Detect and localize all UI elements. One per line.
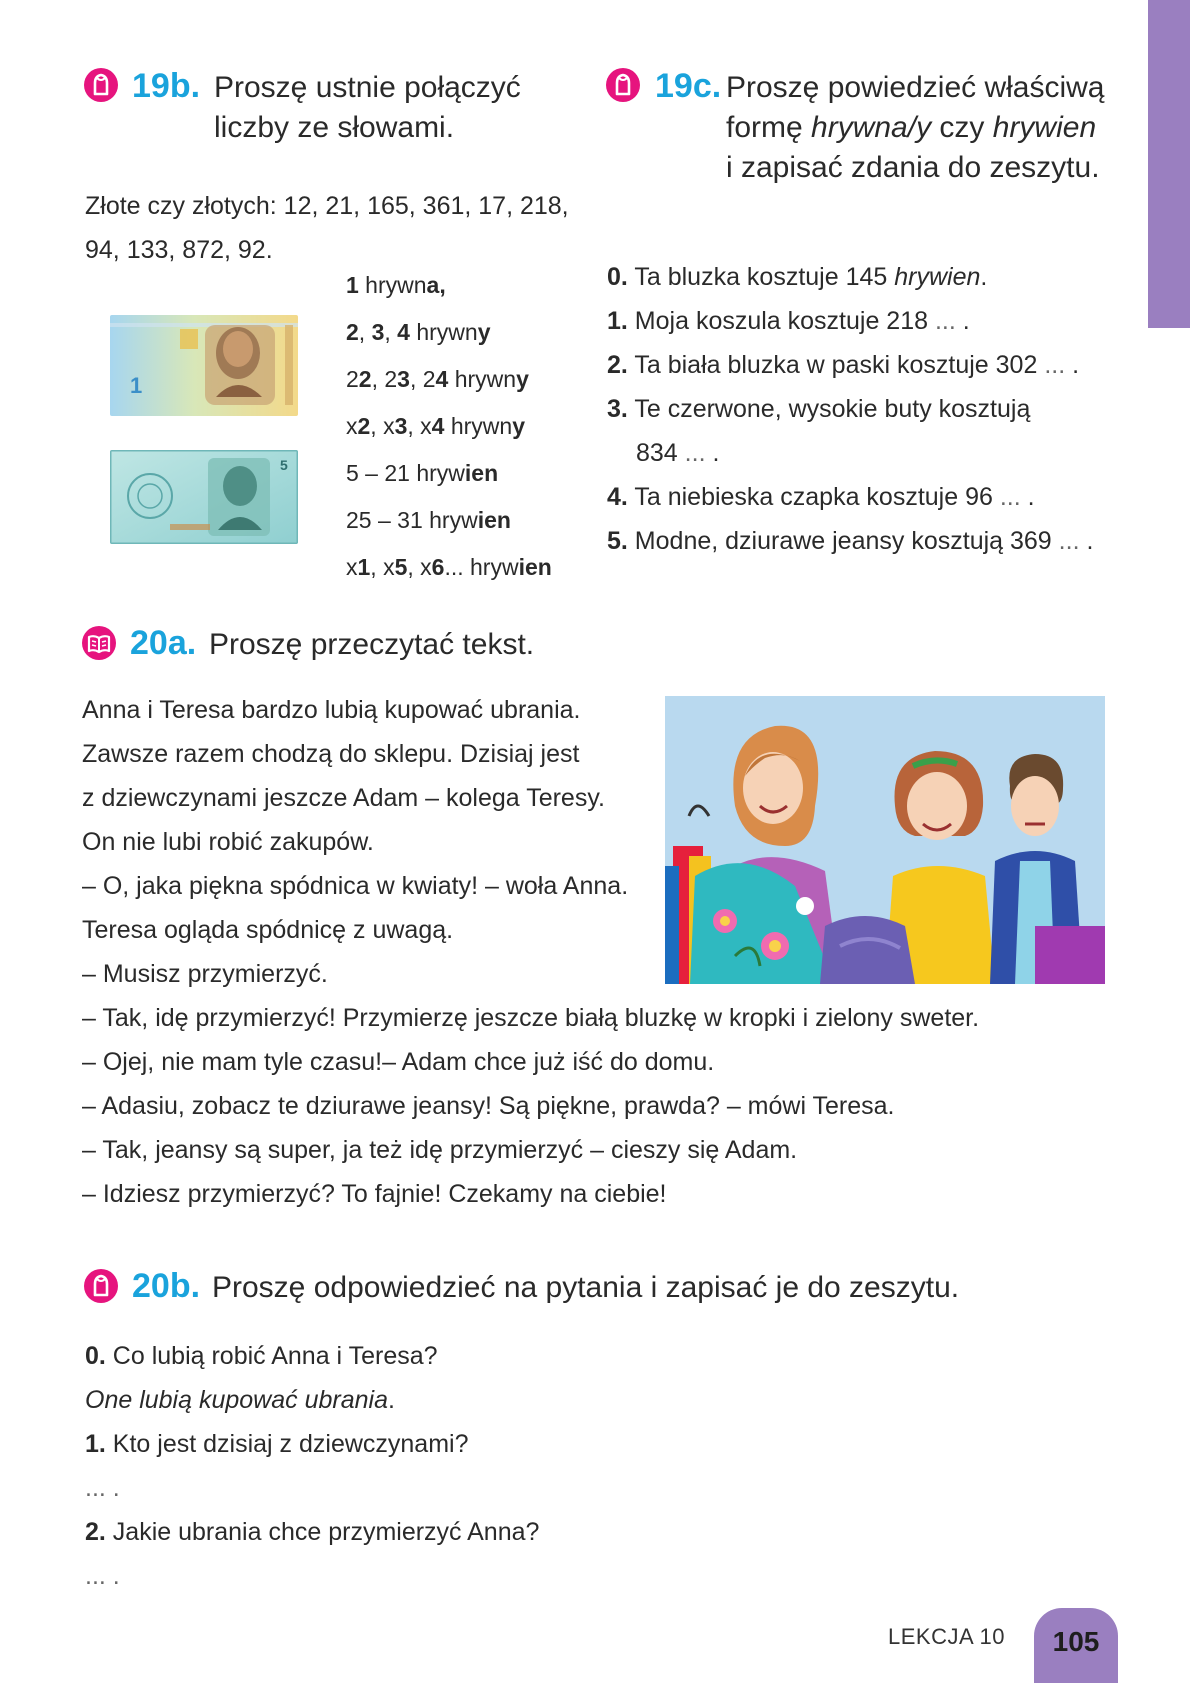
instruction-fragment: formę bbox=[726, 111, 812, 144]
answer-tail: . bbox=[387, 1386, 395, 1414]
rule-fragment: 25 – 31 hryw bbox=[346, 507, 478, 533]
sentence-tail: . bbox=[1065, 351, 1080, 379]
rule-fragment: a, bbox=[426, 272, 446, 298]
sentence-number: 3. bbox=[607, 395, 628, 423]
rule-fragment: 3 bbox=[371, 319, 385, 345]
rule-line bbox=[346, 356, 552, 403]
rule-fragment: hrywn bbox=[358, 272, 427, 298]
exercise-instruction: Proszę przeczytać tekst. bbox=[209, 628, 535, 661]
sentence-blank: ... bbox=[934, 307, 956, 335]
exercise-instruction: Proszę odpowiedzieć na pytania i zapisać je do zeszytu. bbox=[212, 1271, 960, 1304]
rule-fragment: 5 – 21 hryw bbox=[346, 460, 465, 486]
rule-fragment: x bbox=[346, 554, 358, 580]
rule-fragment: , bbox=[384, 319, 398, 345]
rule-fragment: 2 bbox=[358, 366, 372, 392]
text-line: z dziewczynami jeszcze Adam – kolega Teresy. bbox=[82, 784, 605, 812]
read-book-icon bbox=[82, 626, 116, 660]
sentence-text: Ta biała bluzka w paski kosztuje 302 bbox=[627, 351, 1045, 379]
sentence-number: 2. bbox=[607, 351, 628, 379]
answer-2: ... . bbox=[85, 1562, 120, 1590]
rule-fragment: , x bbox=[407, 413, 432, 439]
sentence-item bbox=[607, 299, 1093, 343]
banknote-value: 5 bbox=[280, 457, 288, 473]
speak-icon bbox=[84, 68, 118, 102]
page-number: 105 bbox=[1034, 1608, 1118, 1683]
rule-fragment: hrywn bbox=[409, 319, 478, 345]
sentence-number: 1. bbox=[607, 307, 628, 335]
sentence-blank: ... bbox=[684, 439, 706, 467]
sentence-blank: ... bbox=[999, 483, 1021, 511]
sentence-text: Moja koszula kosztuje 218 bbox=[627, 307, 935, 335]
text-line: On nie lubi robić zakupów. bbox=[82, 828, 374, 856]
rule-line bbox=[346, 450, 552, 497]
rule-fragment: 4 bbox=[435, 366, 449, 392]
text-line: Zawsze razem chodzą do sklepu. Dzisiaj jest bbox=[82, 740, 580, 768]
banknote-5-hryvnia bbox=[110, 450, 298, 544]
rule-fragment: ien bbox=[477, 507, 511, 533]
instruction-italic: hrywien bbox=[992, 111, 1097, 144]
instruction-line bbox=[726, 108, 1105, 148]
question-number: 1. bbox=[85, 1430, 106, 1458]
rule-line bbox=[346, 309, 552, 356]
rule-fragment: 4 bbox=[431, 413, 445, 439]
sentence-text: Ta niebieska czapka kosztuje 96 bbox=[627, 483, 1000, 511]
answer-text: One lubią kupować ubrania bbox=[85, 1386, 388, 1414]
answer-0 bbox=[85, 1378, 539, 1422]
rule-fragment: x bbox=[346, 413, 358, 439]
text-line: – Tak, jeansy są super, ja też idę przymierzyć – cieszy się Adam. bbox=[82, 1136, 798, 1164]
questions bbox=[85, 1334, 539, 1598]
sentence-text: Modne, dziurawe jeansy kosztują 369 bbox=[627, 527, 1059, 555]
instruction-line: liczby ze słowami. bbox=[214, 111, 455, 144]
exercise-instruction bbox=[214, 68, 521, 148]
text-line: – Musisz przymierzyć. bbox=[82, 960, 328, 988]
banknote-1-hryvnia bbox=[110, 315, 298, 416]
rule-fragment: 1 bbox=[346, 272, 359, 298]
lesson-label: LEKCJA 10 bbox=[888, 1624, 1006, 1649]
hryvnia-rules bbox=[346, 262, 552, 591]
rule-fragment: ien bbox=[464, 460, 499, 486]
question-text: Jakie ubrania chce przymierzyć Anna? bbox=[105, 1518, 540, 1546]
rule-fragment: 2 bbox=[346, 366, 359, 392]
rule-fragment: hrywn bbox=[444, 413, 513, 439]
text-line: Anna i Teresa bardzo lubią kupować ubrania. bbox=[82, 696, 581, 724]
rule-fragment: ien bbox=[518, 554, 552, 580]
sentence-text: Te czerwone, wysokie buty kosztują bbox=[627, 395, 1031, 423]
exercise-number: 20a. bbox=[130, 624, 197, 662]
rule-fragment: 2 bbox=[346, 319, 359, 345]
rule-line bbox=[346, 497, 552, 544]
instruction-italic: hrywna/y bbox=[811, 111, 932, 144]
question-text: Co lubią robić Anna i Teresa? bbox=[105, 1342, 438, 1370]
rule-fragment: , x bbox=[370, 413, 395, 439]
sentence-italic: hrywien bbox=[894, 263, 981, 291]
sentence-text: Ta bluzka kosztuje 145 bbox=[627, 263, 895, 291]
sentence-tail: . bbox=[980, 263, 988, 291]
text-line: – Tak, idę przymierzyć! Przymierzę jeszcze białą bluzkę w kropki i zielony sweter. bbox=[82, 1004, 980, 1032]
exercise-number: 19c. bbox=[655, 67, 722, 105]
sentence-text: 834 bbox=[636, 439, 685, 467]
rule-fragment: ... hryw bbox=[444, 554, 519, 580]
shopping-illustration bbox=[665, 696, 1105, 984]
text-line: – O, jaka piękna spódnica w kwiaty! – woła Anna. bbox=[82, 872, 629, 900]
sentence-list bbox=[607, 255, 1093, 563]
sentence-number: 4. bbox=[607, 483, 628, 511]
sentence-item bbox=[607, 431, 1093, 475]
sentence-number: 5. bbox=[607, 527, 628, 555]
prompt-text bbox=[85, 184, 569, 272]
sentence-blank: ... bbox=[1044, 351, 1066, 379]
rule-fragment: 4 bbox=[397, 319, 410, 345]
rule-fragment: 3 bbox=[394, 413, 408, 439]
sentence-item bbox=[607, 255, 1093, 299]
rule-fragment: 2 bbox=[357, 413, 371, 439]
exercise-number: 19b. bbox=[132, 67, 201, 105]
rule-fragment: , x bbox=[407, 554, 432, 580]
instruction-line: Proszę powiedzieć właściwą bbox=[726, 71, 1105, 104]
instruction-fragment: czy bbox=[931, 111, 993, 144]
sentence-item bbox=[607, 475, 1093, 519]
sentence-item bbox=[607, 387, 1093, 431]
rule-line bbox=[346, 544, 552, 591]
chapter-tab bbox=[1148, 0, 1190, 328]
rule-fragment: , 2 bbox=[371, 366, 398, 392]
prompt-line: 94, 133, 872, 92. bbox=[85, 236, 273, 264]
sentence-tail: . bbox=[955, 307, 970, 335]
question-2 bbox=[85, 1510, 539, 1554]
sentence-tail: . bbox=[1020, 483, 1035, 511]
exercise-number: 20b. bbox=[132, 1267, 201, 1305]
question-number: 2. bbox=[85, 1518, 106, 1546]
instruction-line: i zapisać zdania do zeszytu. bbox=[726, 151, 1100, 184]
speak-icon bbox=[606, 68, 640, 102]
rule-line bbox=[346, 262, 552, 309]
rule-fragment: 5 bbox=[394, 554, 408, 580]
rule-fragment: y bbox=[516, 366, 529, 392]
question-1 bbox=[85, 1422, 539, 1466]
rule-fragment: , x bbox=[370, 554, 395, 580]
text-line: Teresa ogląda spódnicę z uwagą. bbox=[82, 916, 454, 944]
text-line: – Adasiu, zobacz te dziurawe jeansy! Są piękne, prawda? – mówi Teresa. bbox=[82, 1092, 895, 1120]
rule-fragment: 3 bbox=[397, 366, 410, 392]
exercise-instruction bbox=[726, 68, 1105, 188]
rule-fragment: , bbox=[358, 319, 372, 345]
rule-line bbox=[346, 403, 552, 450]
sentence-item bbox=[607, 343, 1093, 387]
rule-fragment: , 2 bbox=[409, 366, 436, 392]
sentence-blank: ... bbox=[1058, 527, 1080, 555]
sentence-item bbox=[607, 519, 1093, 563]
rule-fragment: 6 bbox=[431, 554, 445, 580]
sentence-tail: . bbox=[1079, 527, 1094, 555]
banknote-value: 1 bbox=[130, 373, 143, 398]
text-line: – Idziesz przymierzyć? To fajnie! Czekamy na ciebie! bbox=[82, 1180, 667, 1208]
question-0 bbox=[85, 1334, 539, 1378]
question-number: 0. bbox=[85, 1342, 106, 1370]
prompt-line: Złote czy złotych: 12, 21, 165, 361, 17, 218, bbox=[85, 192, 569, 220]
question-text: Kto jest dzisiaj z dziewczynami? bbox=[105, 1430, 469, 1458]
sentence-number: 0. bbox=[607, 263, 628, 291]
rule-fragment: y bbox=[477, 319, 491, 345]
instruction-line: Proszę ustnie połączyć bbox=[214, 71, 521, 104]
answer-1: ... . bbox=[85, 1474, 120, 1502]
rule-fragment: y bbox=[512, 413, 525, 439]
sentence-tail: . bbox=[705, 439, 720, 467]
rule-fragment: 1 bbox=[357, 554, 371, 580]
speak-icon bbox=[84, 1269, 118, 1303]
text-line: – Ojej, nie mam tyle czasu!– Adam chce już iść do domu. bbox=[82, 1048, 715, 1076]
rule-fragment: hrywn bbox=[448, 366, 517, 392]
